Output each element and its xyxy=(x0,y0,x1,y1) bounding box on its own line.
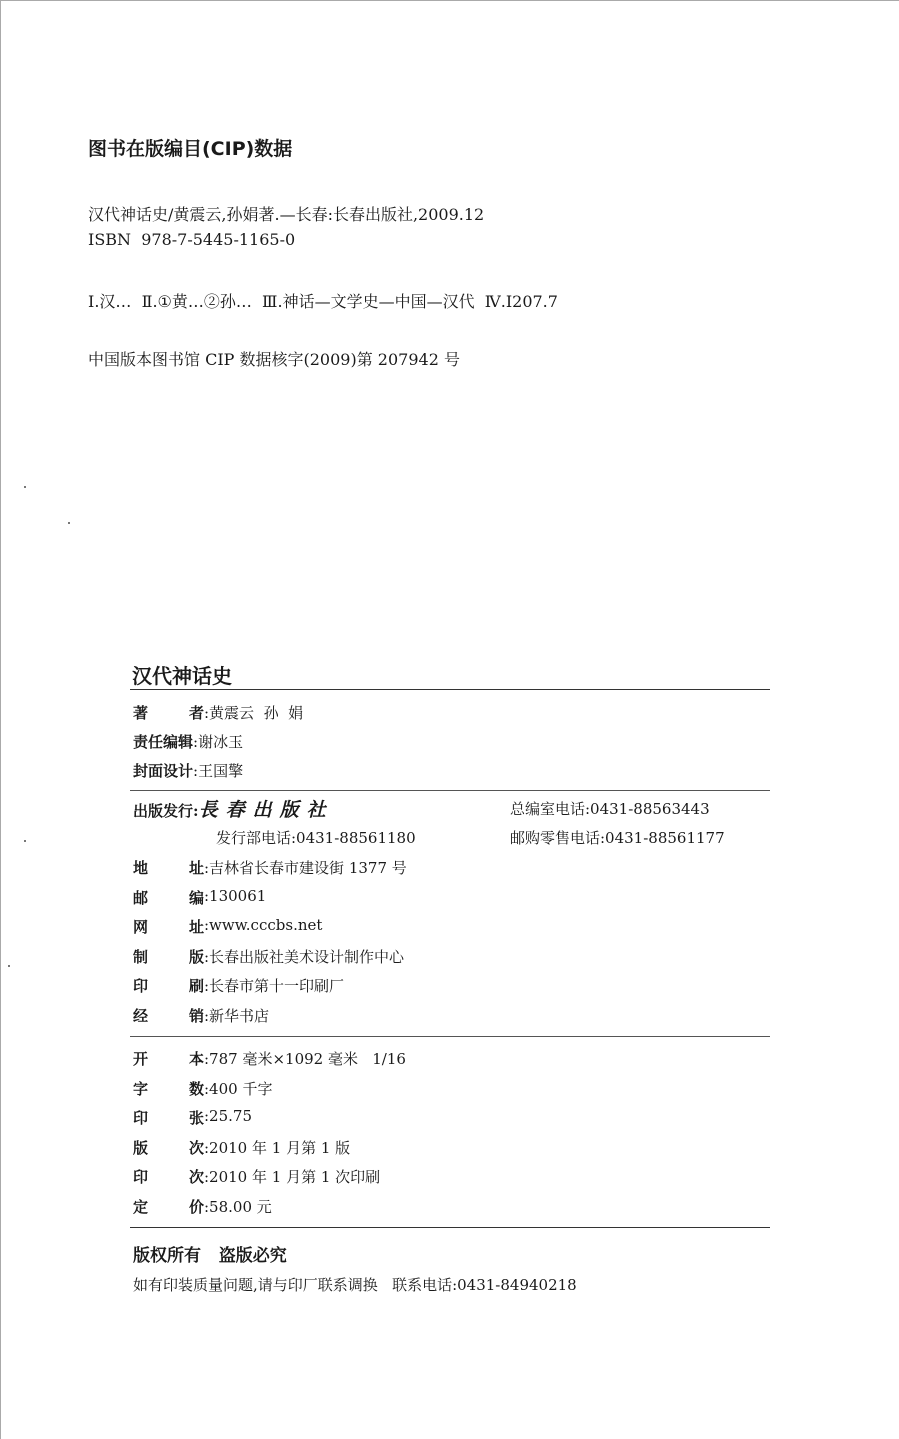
specs-row xyxy=(133,1196,272,1217)
value: :www.cccbs.net xyxy=(204,916,323,934)
cip-heading: 图书在版编目(CIP)数据 xyxy=(88,138,293,160)
details-row xyxy=(133,887,266,908)
publisher-row: 出版发行 : 長春出版社 xyxy=(133,795,334,822)
details-row xyxy=(133,857,407,878)
details-row xyxy=(133,946,404,967)
value: :长春市第十一印刷厂 xyxy=(204,977,345,995)
specs-row xyxy=(133,1137,350,1158)
scan-speck xyxy=(24,486,26,488)
scan-speck xyxy=(24,840,26,842)
value: :王国擎 xyxy=(193,762,244,780)
divider xyxy=(130,1227,770,1228)
specs-row xyxy=(133,1078,272,1099)
label: 制版 xyxy=(133,947,204,966)
value: :黄震云 孙 娟 xyxy=(204,704,304,722)
label: 印刷 xyxy=(133,977,204,995)
label: 开本 xyxy=(133,1050,204,1068)
divider xyxy=(130,689,770,690)
phone-distribution: 发行部电话:0431-88561180 xyxy=(216,829,416,847)
label: 经销 xyxy=(133,1006,204,1025)
label: 封面设计 xyxy=(133,762,194,780)
phone-mailorder: 邮购零售电话:0431-88561177 xyxy=(510,829,725,847)
label: 定价 xyxy=(133,1197,204,1216)
specs-row xyxy=(133,1166,380,1187)
details-row xyxy=(133,916,322,937)
details-row xyxy=(133,1005,269,1026)
label: 邮编 xyxy=(133,888,204,907)
contact-notice: 如有印装质量问题,请与印厂联系调换 联系电话:0431-84940218 xyxy=(133,1276,577,1294)
label: 印张 xyxy=(133,1109,204,1127)
label: 责任编辑 xyxy=(133,733,194,751)
label: 印次 xyxy=(133,1168,204,1186)
value: :2010 年 1 月第 1 次印刷 xyxy=(204,1168,381,1186)
label: 网址 xyxy=(133,918,204,936)
value: :新华书店 xyxy=(204,1006,270,1025)
phone-editorial: 总编室电话:0431-88563443 xyxy=(510,800,710,818)
scan-edge xyxy=(0,0,899,1)
divider xyxy=(130,1036,770,1037)
book-title: 汉代神话史 xyxy=(132,664,232,688)
cip-isbn: ISBN 978-7-5445-1165-0 xyxy=(88,230,296,249)
label: 字数 xyxy=(133,1079,204,1098)
cip-verification: 中国版本图书馆 CIP 数据核字(2009)第 207942 号 xyxy=(88,350,460,369)
value: :25.75 xyxy=(204,1107,252,1125)
divider xyxy=(130,790,770,791)
credit-author xyxy=(133,702,303,723)
scan-edge xyxy=(0,0,1,1439)
value: :谢冰玉 xyxy=(193,733,244,751)
credit-editor xyxy=(133,731,243,752)
scan-speck xyxy=(68,522,70,524)
specs-row xyxy=(133,1048,406,1069)
value: :吉林省长春市建设街 1377 号 xyxy=(204,859,407,877)
publisher-logo-name: 長春出版社 xyxy=(198,799,334,821)
rights-notice: 版权所有 盗版必究 xyxy=(133,1246,287,1266)
cip-classification: Ⅰ.汉… Ⅱ.①黄…②孙… Ⅲ.神话—文学史—中国—汉代 Ⅳ.I207.7 xyxy=(88,292,558,311)
label: 出版发行 xyxy=(133,802,194,820)
value: :58.00 元 xyxy=(204,1197,272,1216)
label: 地址 xyxy=(133,859,204,877)
label: 著者 xyxy=(133,704,204,722)
cip-record: 汉代神话史/黄震云,孙娟著.—长春:长春出版社,2009.12 xyxy=(88,205,485,224)
value: :长春出版社美术设计制作中心 xyxy=(204,947,405,966)
value: :787 毫米×1092 毫米 1/16 xyxy=(204,1050,406,1068)
details-row xyxy=(133,975,344,996)
specs-row xyxy=(133,1107,252,1128)
value: :400 千字 xyxy=(204,1079,273,1098)
value: :2010 年 1 月第 1 版 xyxy=(204,1138,351,1157)
value: :130061 xyxy=(204,886,267,905)
scan-speck xyxy=(8,965,10,967)
credit-cover-design xyxy=(133,760,243,781)
label: 版次 xyxy=(133,1138,204,1157)
